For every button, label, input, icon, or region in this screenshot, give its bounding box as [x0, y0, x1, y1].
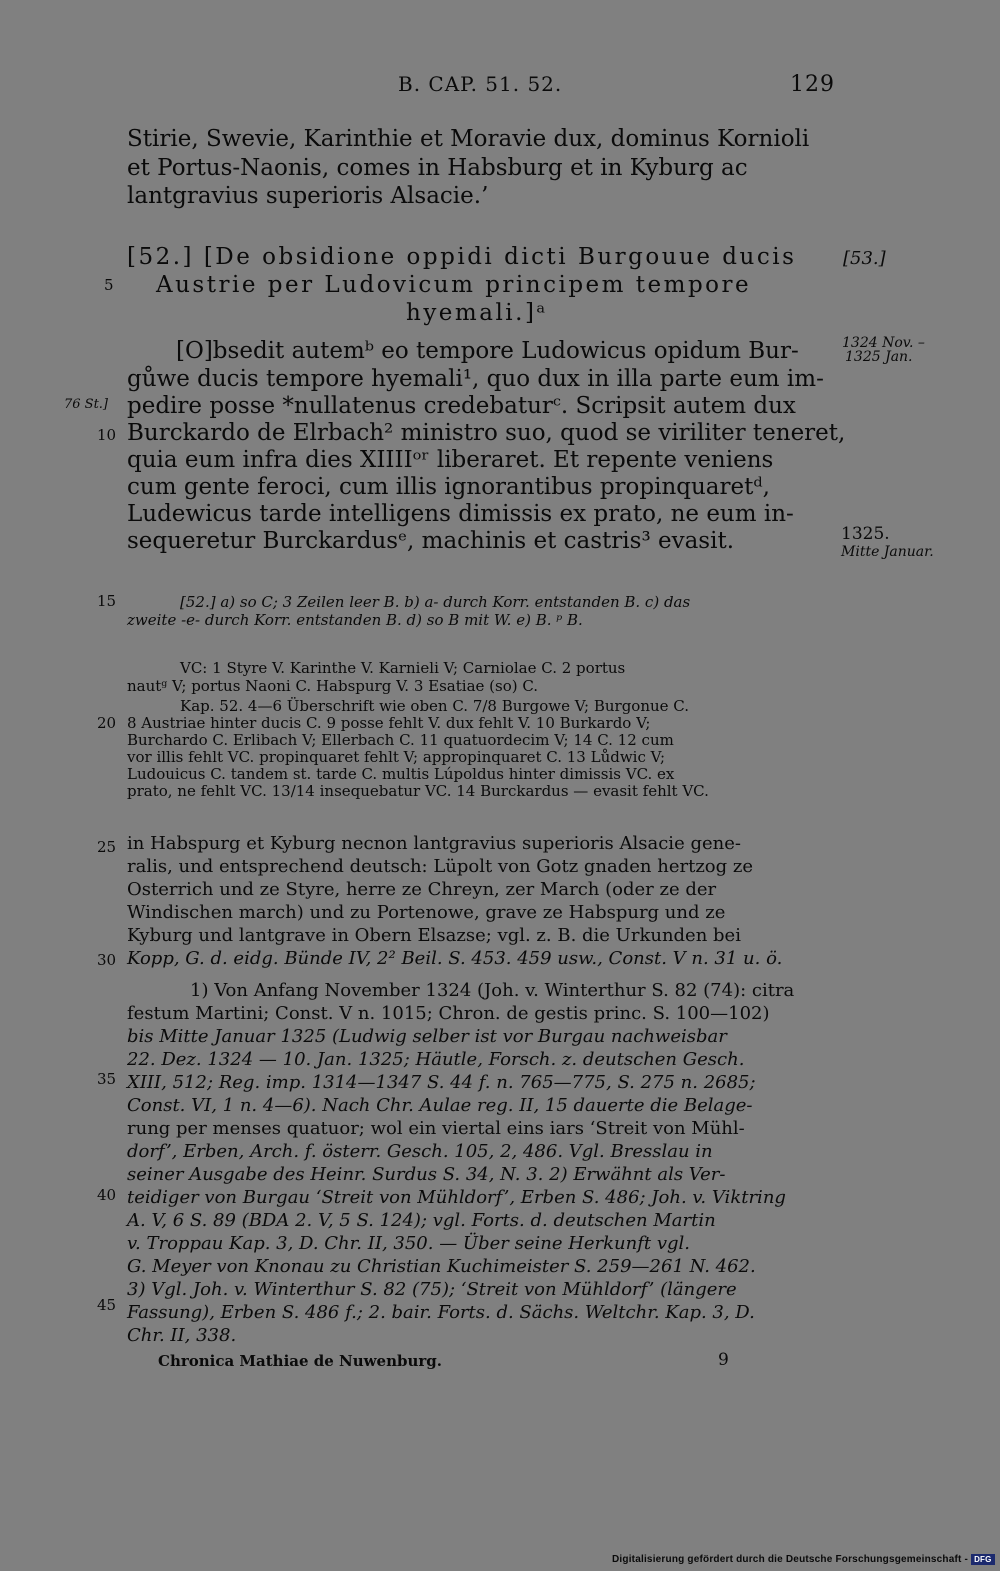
note-line: G. Meyer von Knonau zu Christian Kuchimeister S. 259—261 N. 462.: [127, 1256, 756, 1277]
text-line: lantgravius superioris Alsacie.’: [127, 183, 489, 209]
dfg-credit: [612, 1554, 995, 1565]
body-line: Burckardo de Elrbach² ministro suo, quod se viriliter teneret,: [127, 420, 846, 446]
note-line: festum Martini; Const. V n. 1015; Chron. de gestis princ. S. 100—102): [127, 1003, 770, 1024]
line-number: 5: [104, 276, 114, 294]
text-line: Stirie, Swevie, Karinthie et Moravie dux, dominus Kornioli: [127, 126, 810, 152]
text-line: et Portus-Naonis, comes in Habsburg et in Kyburg ac: [127, 155, 748, 181]
signature-number: 9: [718, 1350, 729, 1370]
body-line: gůwe ducis tempore hyemali¹, quo dux in illa parte eum im-: [127, 366, 824, 392]
apparatus-line: nautᵍ V; portus Naoni C. Habspurg V. 3 Esatiae (so) C.: [127, 677, 539, 695]
line-number: 35: [97, 1070, 117, 1088]
note-line: Const. VI, 1 n. 4—6). Nach Chr. Aulae reg. II, 15 dauerte die Belage-: [127, 1095, 753, 1116]
dfg-logo-icon: DFG: [971, 1554, 995, 1565]
margin-source-ref: 76 St.]: [64, 397, 109, 412]
line-number: 40: [97, 1186, 117, 1204]
margin-date: 1325.: [841, 524, 890, 544]
margin-date: 1324 Nov. –: [842, 335, 925, 351]
note-line: Kyburg und lantgrave in Obern Elsazse; vgl. z. B. die Urkunden bei: [127, 925, 741, 946]
apparatus-line: Kap. 52. 4—6 Überschrift wie oben C. 7/8 Burgowe V; Burgonue C.: [180, 697, 690, 715]
running-title: B. CAP. 51. 52.: [398, 72, 563, 96]
body-line: Ludewicus tarde intelligens dimissis ex prato, ne eum in-: [127, 501, 794, 527]
note-line: 3) Vgl. Joh. v. Winterthur S. 82 (75); ‘Streit von Mühldorf’ (längere: [127, 1279, 737, 1300]
apparatus-line: Burchardo C. Erlibach V; Ellerbach C. 11 quatuordecim V; 14 C. 12 cum: [127, 731, 674, 749]
dfg-credit-text: Digitalisierung gefördert durch die Deutsche Forschungsgemeinschaft -: [612, 1554, 969, 1566]
apparatus-line: VC: 1 Styre V. Karinthe V. Karnieli V; Carniolae C. 2 portus: [180, 659, 626, 677]
note-line: Kopp, G. d. eidg. Bünde IV, 2² Beil. S. 453. 459 usw., Const. V n. 31 u. ö.: [127, 948, 783, 969]
apparatus-line: vor illis fehlt VC. propinquaret fehlt V; appropinquaret C. 13 Lůdwic V;: [127, 748, 666, 766]
line-number: 20: [97, 714, 117, 732]
line-number: 10: [97, 426, 117, 444]
apparatus-line: 8 Austriae hinter ducis C. 9 posse fehlt V. dux fehlt V. 10 Burkardo V;: [127, 714, 651, 732]
body-line: [O]bsedit autemᵇ eo tempore Ludowicus opidum Bur-: [176, 338, 799, 364]
body-line: pedire posse *nullatenus credebaturᶜ. Scripsit autem dux: [127, 393, 796, 419]
apparatus-line: Ludouicus C. tandem st. tarde C. multis Lúpoldus hinter dimissis VC. ex: [127, 765, 675, 783]
note-line: in Habspurg et Kyburg necnon lantgravius superioris Alsacie gene-: [127, 833, 741, 854]
margin-chapter-ref: [53.]: [843, 248, 886, 269]
page-number: 129: [790, 72, 835, 97]
note-line: Fassung), Erben S. 486 f.; 2. bair. Forts. d. Sächs. Weltchr. Kap. 3, D.: [127, 1302, 755, 1323]
body-line: sequeretur Burckardusᵉ, machinis et castris³ evasit.: [127, 528, 735, 554]
note-line: 1) Von Anfang November 1324 (Joh. v. Winterthur S. 82 (74): citra: [190, 980, 795, 1001]
note-line: 22. Dez. 1324 — 10. Jan. 1325; Häutle, Forsch. z. deutschen Gesch.: [127, 1049, 745, 1070]
margin-date: Mitte Januar.: [841, 544, 934, 560]
note-line: Windischen march) und zu Portenowe, grave ze Habspurg und ze: [127, 902, 726, 923]
line-number: 30: [97, 951, 117, 969]
note-line: seiner Ausgabe des Heinr. Surdus S. 34, N. 3. 2) Erwähnt als Ver-: [127, 1164, 726, 1185]
chapter-title-line: hyemali.]ᵃ: [406, 300, 548, 326]
note-line: teidiger von Burgau ‘Streit von Mühldorf’, Erben S. 486; Joh. v. Viktring: [127, 1187, 786, 1208]
chapter-title-line: Austrie per Ludovicum principem tempore: [156, 272, 752, 298]
line-number: 25: [97, 838, 117, 856]
note-line: A. V, 6 S. 89 (BDA 2. V, 5 S. 124); vgl. Forts. d. deutschen Martin: [127, 1210, 716, 1231]
chapter-title-line: [52.] [De obsidione oppidi dicti Burgouue ducis: [127, 244, 797, 270]
note-line: Chr. II, 338.: [127, 1325, 237, 1346]
line-number: 45: [97, 1296, 117, 1314]
note-line: rung per menses quatuor; wol ein viertal eins iars ‘Streit von Mühl-: [127, 1118, 745, 1139]
note-line: Osterrich und ze Styre, herre ze Chreyn, zer March (oder ze der: [127, 879, 717, 900]
line-number: 15: [97, 592, 117, 610]
signature-title: Chronica Mathiae de Nuwenburg.: [158, 1352, 443, 1370]
note-line: ralis, und entsprechend deutsch: Lüpolt von Gotz gnaden hertzog ze: [127, 856, 754, 877]
apparatus-line: zweite -e- durch Korr. entstanden B. d) so B mit W. e) B. ᵖ B.: [127, 611, 583, 629]
note-line: XIII, 512; Reg. imp. 1314—1347 S. 44 f. n. 765—775, S. 275 n. 2685;: [127, 1072, 756, 1093]
apparatus-line: prato, ne fehlt VC. 13/14 insequebatur VC. 14 Burckardus — evasit fehlt VC.: [127, 782, 709, 800]
note-line: bis Mitte Januar 1325 (Ludwig selber ist vor Burgau nachweisbar: [127, 1026, 727, 1047]
body-line: quia eum infra dies XIIIIᵒʳ liberaret. Et repente veniens: [127, 447, 774, 473]
note-line: dorf’, Erben, Arch. f. österr. Gesch. 105, 2, 486. Vgl. Bresslau in: [127, 1141, 713, 1162]
apparatus-line: [52.] a) so C; 3 Zeilen leer B. b) a- durch Korr. entstanden B. c) das: [180, 593, 691, 611]
margin-date: 1325 Jan.: [845, 349, 913, 365]
body-line: cum gente feroci, cum illis ignorantibus propinquaretᵈ,: [127, 474, 770, 500]
note-line: v. Troppau Kap. 3, D. Chr. II, 350. — Über seine Herkunft vgl.: [127, 1233, 691, 1254]
